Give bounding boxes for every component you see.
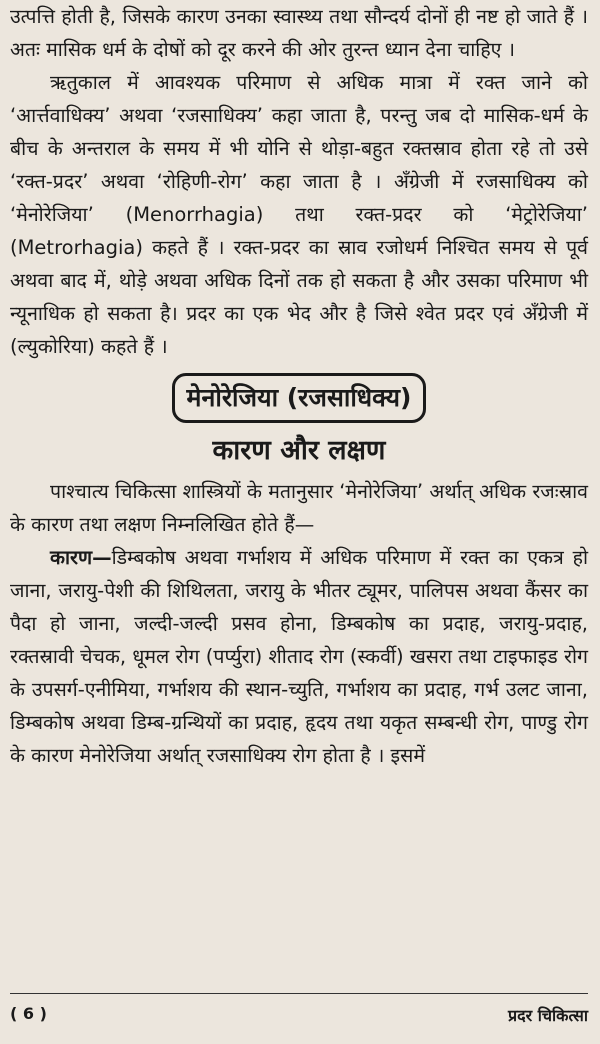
page-footer bbox=[10, 1004, 588, 1026]
paragraph-intro: उत्पत्ति होती है, जिसके कारण उनका स्वास्थ्य तथा सौन्दर्य दोनों ही नष्ट हो जाते हैं । अतः मासिक धर्म के दोषों को दूर करने की ओर तुरन्त ध्यान देना चाहिए । bbox=[10, 5, 588, 61]
section-heading: कारण और लक्षण bbox=[212, 435, 386, 466]
paragraph-definitions: ऋतुकाल में आवश्यक परिमाण से अधिक मात्रा में रक्त जाने को ‘आर्त्तवाधिक्य’ अथवा ‘रजसाधिक्य’ कहा जाता है, परन्तु जब दो मासिक-धर्म के बीच के अन्तराल के समय में भी योनि से थोड़ा-बहुत रक्तस्राव होता रहे तो उसे ‘रक्त-प्रदर’ अथवा ‘रोहिणी-रोग’ कहा जाता है । अँग्रेजी में रजसाधिक्य को ‘मेनोरेजिया’ (Menorrhagia) तथा रक्त-प्रदर को ‘मेट्रोरेजिया’ (Metrorhagia) कहते हैं । रक्त-प्रदर का स्राव रजोधर्म निश्चित समय से पूर्व अथवा बाद में, थोड़े अथवा अधिक दिनों तक हो सकता है और उसका परिमाण भी न्यूनाधिक हो सकता है। प्रदर का एक भेद और है जिसे श्वेत प्रदर एवं अँग्रेजी में (ल्युकोरिया) कहते हैं । bbox=[10, 71, 588, 358]
running-title: प्रदर चिकित्सा bbox=[508, 1006, 588, 1025]
paragraph-western-view: पाश्चात्य चिकित्सा शास्त्रियों के मतानुसार ‘मेनोरेजिया’ अर्थात् अधिक रजःस्राव के कारण तथा लक्षण निम्नलिखित होते हैं— bbox=[10, 480, 588, 536]
page-body bbox=[10, 0, 588, 772]
boxed-title: मेनोरेजिया (रजसाधिक्य) bbox=[172, 373, 427, 423]
boxed-title-wrap bbox=[10, 373, 588, 423]
footer-rule bbox=[10, 993, 588, 994]
paragraph-causes bbox=[10, 541, 588, 772]
page-number: ( 6 ) bbox=[10, 1004, 47, 1023]
causes-text: डिम्बकोष अथवा गर्भाशय में अधिक परिमाण में रक्त का एकत्र हो जाना, जरायु-पेशी की शिथिलता, जरायु के भीतर ट्यूमर, पालिपस अथवा कैंसर का पैदा हो जाना, जल्दी-जल्दी प्रसव होना, डिम्बकोष का प्रदाह, जरायु-प्रदाह, रक्तस्रावी चेचक, धूमल रोग (पर्प्युरा) शीताद रोग (स्कर्वी) खसरा तथा टाइफाइड रोग के उपसर्ग-एनीमिया, गर्भाशय की स्थान-च्युति, गर्भाशय का प्रदाह, गर्भ उलट जाना, डिम्बकोष अथवा डिम्ब-ग्रन्थियों का प्रदाह, हृदय तथा यकृत सम्बन्धी रोग, पाण्डु रोग के कारण मेनोरेजिया अर्थात् रजसाधिक्य रोग होता है । इसमें bbox=[10, 546, 588, 767]
causes-label: कारण— bbox=[50, 546, 112, 569]
